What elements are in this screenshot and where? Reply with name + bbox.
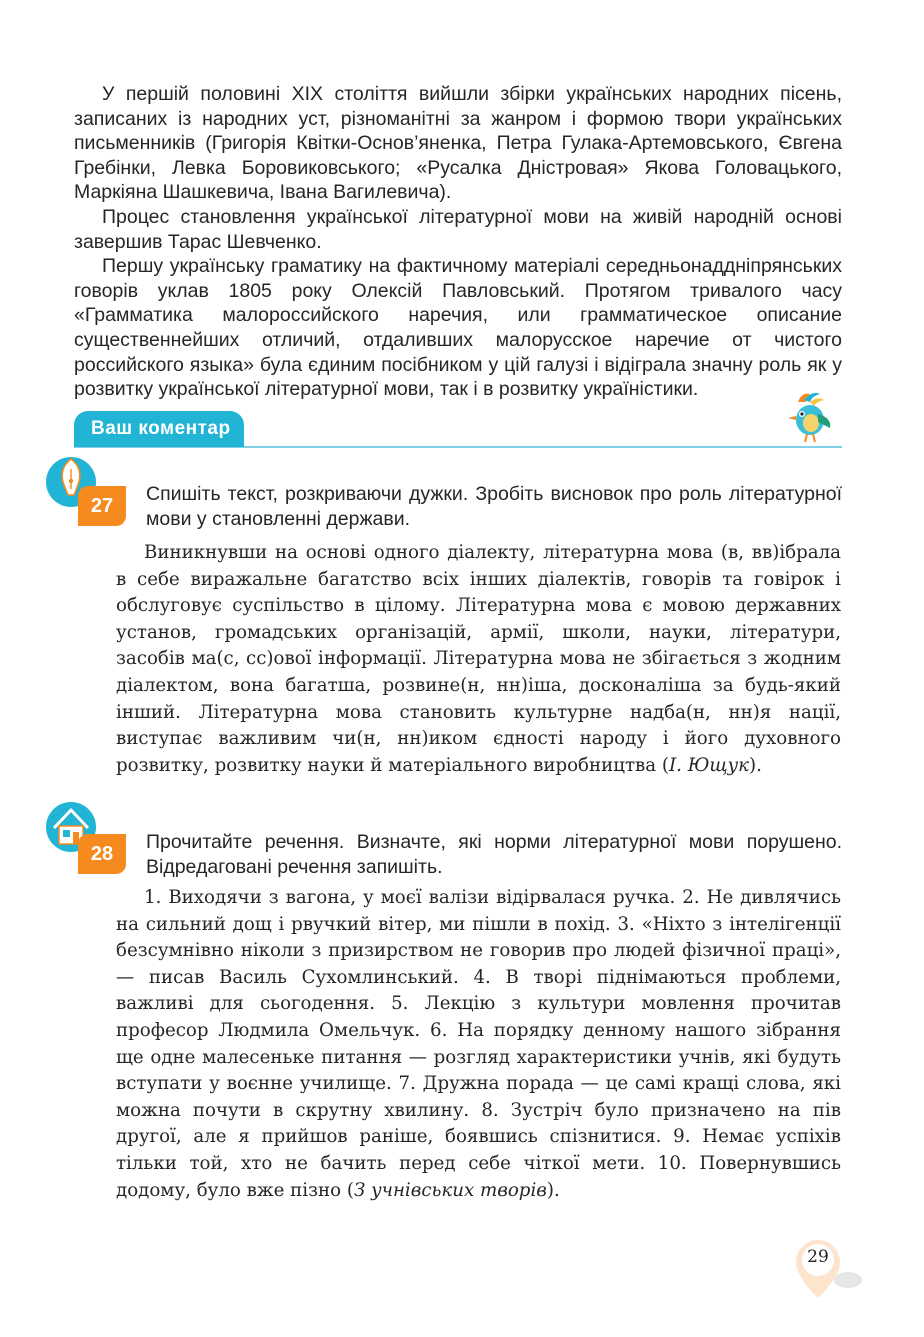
comment-tab: [74, 411, 244, 447]
task-28-paragraph: [116, 885, 841, 1204]
task-27-end: ).: [749, 754, 762, 776]
task-27-body: Виникнувши на основі одного діалекту, літературна мова (в, вв)ібрала в себе виражальне багатство всіх інших діалектів, говорів та говірок і обслуговує суспільство в цілому. Літературна мова є мовою державних установ, громадських організацій, армії, школи, науки, літератури, засобів ма(с, сс)ової інформації. Літературна мова не збігається з жодним діалектом, вона багатша, розвине(н, нн)іша, досконаліша за будь-який інший. Літературна мова становить культурне надба(н, нн)я нації, виступає важливим чи(н, нн)иком єдності народу і його духовного розвитку, розвитку науки й матеріального виробництва (: [116, 542, 841, 776]
task-27-paragraph: [116, 540, 841, 779]
page-number: 29: [807, 1247, 829, 1267]
task-28-instruction-text: Прочитайте речення. Визначте, які норми літературної мови порушено. Відредаговані речення запишіть.: [146, 831, 842, 878]
task-28-body: 1. Виходячи з вагона, у моєї валізи відірвалася ручка. 2. Не дивлячись на сильний дощ і рвучкий вітер, ми пішли в похід. 3. «Ніхто з інтелігенції безсумнівно ніколи з призирством не говорив про людей фізичної праці», — писав Василь Сухомлинський. 4. В творі піднімаються проблеми, важливі для сьогодення. 5. Лекцію з культури мовлення прочитав професор Людмила Омельчук. 6. На порядку денному нашого зібрання ще одне малесеньке питання — розгляд характеристики учнів, які будуть вступати у воєнне училище. 7. Дружна порада — це самі кращі слова, які можна почути в скрутну хвилину. 8. Зустріч було призначено на пів другої, але я прийшов раніше, боявшись спізнитися. 9. Немає успіхів тільки той, хто не бачить перед себе чіткої мети. 10. Повернувшись додому, було вже пізно (: [116, 887, 841, 1201]
task-27-author: І. Ющук: [668, 754, 750, 776]
comment-section-header: [74, 408, 842, 450]
task-28-instruction: [146, 830, 842, 880]
task-28-end: ).: [546, 1179, 560, 1201]
intro-section: [74, 82, 842, 402]
bird-illustration: [780, 388, 840, 448]
task-28-text: [116, 885, 841, 1204]
intro-paragraph-3: Першу українську граматику на фактичному матеріалі середньонаддніпрянських говорів уклав 1805 року Олексій Павловський. Протягом тривалого часу «Грамматика малороссийского наречия, или грамматическое описание существеннейших отличий, отдаливших малорусское наречие от чистого российского языка» була єдиним посібником у цій галузі і відіграла значну роль як у розвитку української літературної мови, так і в розвитку україністики.: [74, 255, 842, 401]
intro-paragraph-2: Процес становлення української літературної мови на живій народній основі завершив Тарас Шевченко.: [74, 205, 842, 253]
intro-paragraph-1: У першій половині XIX століття вийшли збірки українських народних пісень, записаних із народних уст, різноманітні за жанром і формою твори українських письменників (Григорія Квітки-Основ’яненка, Петра Гулака-Артемовського, Євгена Гребінки, Левка Боровиковського; «Русалка Дністровая» Якова Головацького, Маркіяна Шашкевича, Івана Вагилевича).: [74, 83, 842, 204]
task-27-instruction-text: Спишіть текст, розкриваючи дужки. Зробіть висновок про роль літературної мови у становленні держави.: [146, 483, 842, 530]
task-27-instruction: [146, 482, 842, 532]
task-28-number: 28: [78, 834, 126, 874]
task-27-number: 27: [78, 486, 126, 526]
comment-tab-label: Ваш коментар: [91, 418, 231, 439]
task-28-source: З учнівських творів: [353, 1179, 547, 1201]
task-27-text: [116, 540, 841, 779]
